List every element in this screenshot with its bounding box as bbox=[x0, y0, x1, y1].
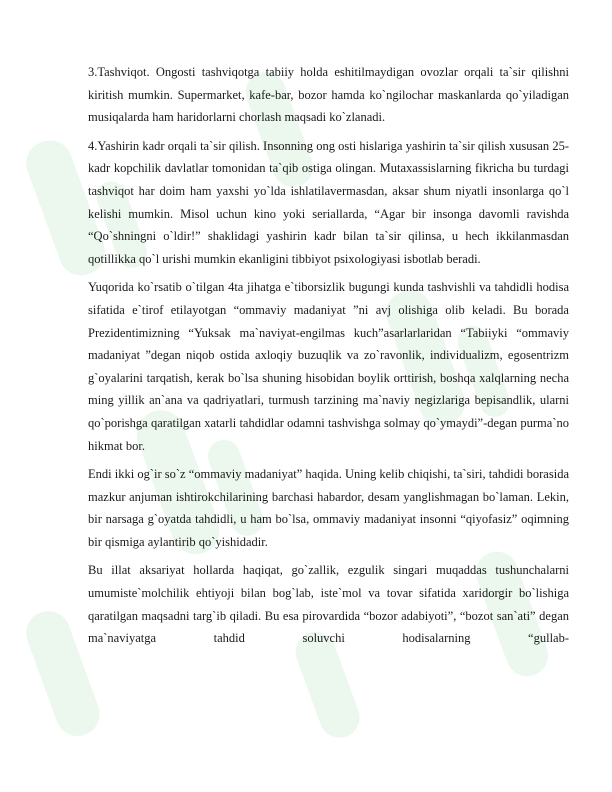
paragraph-tashviqot: 3.Tashviqot. Ongosti tashviqotga tabiiy holda eshitilmaydigan ovozlar orqali ta`sir qilishni kiritish mumkin. Supermarket, kafe-bar, bozor hamda ko`ngilochar maskanlarda qo`yiladigan musiqalarda ham haridorlarni chorlash maqsadi ko`zlanadi. bbox=[88, 65, 569, 125]
paragraph-ommaviy-madaniyat-haqida: Endi ikki og`ir so`z “ommaviy madaniyat” haqida. Uning kelib chiqishi, ta`siri, tahdidi borasida mazkur anjuman ishtirokchilarining barchasi habardor, desam yanglishmagan bo`laman. Lekin, bir narsaga g`oyatda tahdidli, u ham bo`lsa, ommaviy madaniyat insonni “qiyofasiz” oqimning bir qismiga aylantirib qo`yishidadir. bbox=[88, 467, 569, 549]
paragraph-ommaviy-madaniyat-intro: Yuqorida ko`rsatib o`tilgan 4ta jihatga e`tiborsizlik bugungi kunda tashvishli va tahdidli hodisa sifatida e`tirof etilayotgan “ommaviy madaniyat ”ni avj olishiga olib keladi. Bu borada Prezidentimizning “Yuksak ma`naviyat-engilmas kuch”asarlarlaridan “Tabiiyki “ommaviy madaniyat ”degan niqob ostida axloqiy buzuqlik va zo`ravonlik, individualizm, egosentrizm g`oyalarini tarqatish, kerak bo`lsa shuning hisobidan boylik orttirish, boshqa xalqlarning necha ming yillik an`ana va qadriyatlari, turmush tarzining ma`naviy negizlariga bepisandlik, ularni qo`porishga qaratilgan xatarli tahdidlar odamni tashvishga solmay qo`ymaydi”-degan purma`no hikmat bor. bbox=[88, 280, 569, 453]
paragraph-illat: Bu illat aksariyat hollarda haqiqat, go`zallik, ezgulik singari muqaddas tushunchalarni umumiste`molchilik ehtiyoji bilan bog`lab, iste`mol va tovar sifatida xaridorgir bo`lishiga qaratilgan maqsadni targ`ib qiladi. Bu esa pirovardida “bozor adabiyoti”, “bozot san`ati” degan ma`naviyatga tahdid soluvchi hodisalarning “gullab- bbox=[88, 563, 569, 646]
document-body bbox=[88, 61, 569, 656]
paragraph-yashirin-kadr: 4.Yashirin kadr orqali ta`sir qilish. Insonning ong osti hislariga yashirin ta`sir qilish xususan 25-kadr kopchilik davlatlar tomonidan ta`qib ostiga olingan. Mutaxassislarning fikricha bu turdagi tashviqot har doim ham yaxshi yo`lda ishlatilavermasdan, aksar shum niyatli insonlarga qo`l kelishi mumkin. Misol uchun kino yoki seriallarda, “Agar bir insonga davomli ravishda “Qo`shningni o`ldir!” shaklidagi yashirin kadr bilan ta`sir qilinsa, u hech ikkilanmasdan qotillikka qo`l urishi mumkin ekanligini tibbiyot psixologiyasi isbotlab beradi. bbox=[88, 138, 569, 266]
